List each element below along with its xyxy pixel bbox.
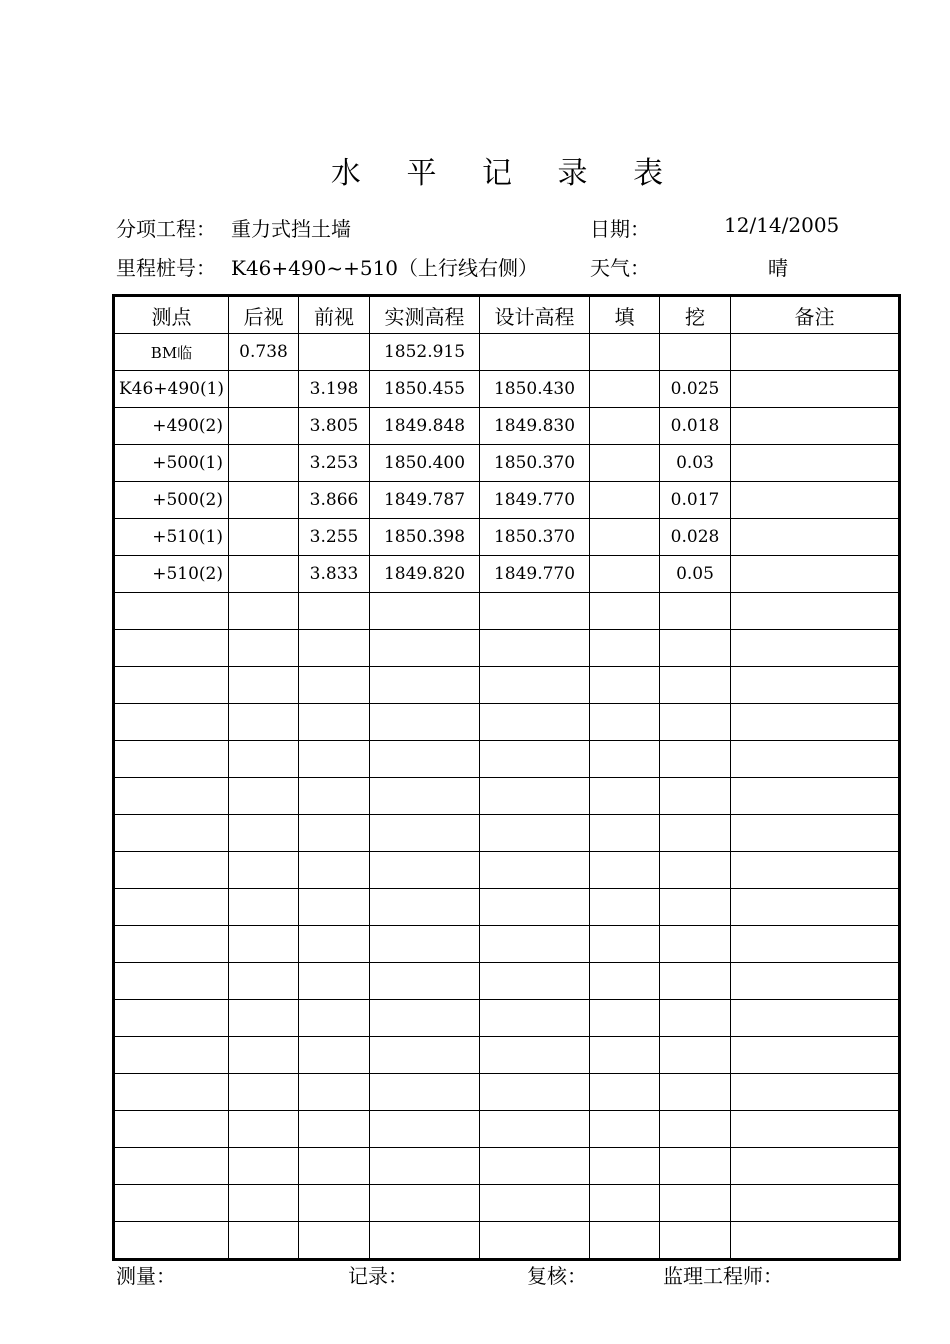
- cell-remarks: [731, 556, 900, 593]
- header-measured-elevation: 实测高程: [370, 296, 480, 334]
- cell-point: [114, 815, 229, 852]
- cell-foresight: [299, 1185, 370, 1222]
- cell-foresight: 3.833: [299, 556, 370, 593]
- cell-fill: [590, 630, 660, 667]
- cell-design-elevation: 1849.830: [480, 408, 590, 445]
- cell-design-elevation: [480, 1037, 590, 1074]
- cell-fill: [590, 445, 660, 482]
- cell-remarks: [731, 334, 900, 371]
- cell-point: [114, 889, 229, 926]
- cell-design-elevation: [480, 1222, 590, 1260]
- cell-backsight: [229, 519, 299, 556]
- cell-backsight: [229, 630, 299, 667]
- cell-cut: [660, 815, 731, 852]
- cell-backsight: 0.738: [229, 334, 299, 371]
- cell-design-elevation: [480, 1074, 590, 1111]
- cell-measured-elevation: 1852.915: [370, 334, 480, 371]
- cell-point: [114, 1111, 229, 1148]
- cell-backsight: [229, 741, 299, 778]
- cell-cut: 0.018: [660, 408, 731, 445]
- cell-remarks: [731, 1000, 900, 1037]
- cell-remarks: [731, 482, 900, 519]
- cell-remarks: [731, 593, 900, 630]
- table-row-empty: [114, 889, 900, 926]
- cell-foresight: [299, 334, 370, 371]
- table-row: [114, 408, 900, 445]
- cell-backsight: [229, 778, 299, 815]
- table-row-empty: [114, 852, 900, 889]
- cell-point: +510(2): [114, 556, 229, 593]
- cell-fill: [590, 815, 660, 852]
- cell-foresight: 3.805: [299, 408, 370, 445]
- table-row-empty: [114, 1185, 900, 1222]
- cell-measured-elevation: [370, 963, 480, 1000]
- cell-foresight: [299, 667, 370, 704]
- cell-foresight: [299, 1222, 370, 1260]
- cell-point: [114, 1222, 229, 1260]
- cell-design-elevation: [480, 852, 590, 889]
- cell-remarks: [731, 852, 900, 889]
- header-foresight: 前视: [299, 296, 370, 334]
- cell-remarks: [731, 445, 900, 482]
- table-row-empty: [114, 704, 900, 741]
- cell-fill: [590, 371, 660, 408]
- cell-foresight: 3.253: [299, 445, 370, 482]
- page-title: 水 平 记 录 表: [330, 156, 682, 191]
- cell-foresight: [299, 778, 370, 815]
- cell-backsight: [229, 1037, 299, 1074]
- cell-cut: [660, 741, 731, 778]
- cell-fill: [590, 852, 660, 889]
- cell-fill: [590, 1111, 660, 1148]
- header-design-elevation: 设计高程: [480, 296, 590, 334]
- cell-cut: [660, 593, 731, 630]
- cell-fill: [590, 334, 660, 371]
- cell-backsight: [229, 556, 299, 593]
- cell-design-elevation: [480, 1148, 590, 1185]
- cell-measured-elevation: 1849.848: [370, 408, 480, 445]
- cell-fill: [590, 926, 660, 963]
- cell-point: [114, 630, 229, 667]
- cell-foresight: [299, 1148, 370, 1185]
- table-row: [114, 519, 900, 556]
- header-cut: 挖: [660, 296, 731, 334]
- cell-remarks: [731, 1148, 900, 1185]
- cell-design-elevation: [480, 1185, 590, 1222]
- checker-label: 复核：: [527, 1264, 587, 1288]
- cell-point: [114, 852, 229, 889]
- cell-cut: [660, 926, 731, 963]
- weather-value: 晴: [768, 256, 788, 280]
- cell-design-elevation: [480, 1000, 590, 1037]
- table-row-empty: [114, 1148, 900, 1185]
- cell-fill: [590, 1074, 660, 1111]
- table-row-empty: [114, 1222, 900, 1260]
- cell-cut: [660, 667, 731, 704]
- cell-measured-elevation: [370, 1074, 480, 1111]
- cell-point: K46+490(1): [114, 371, 229, 408]
- cell-point: [114, 778, 229, 815]
- cell-point: [114, 963, 229, 1000]
- table-row-empty: [114, 963, 900, 1000]
- cell-backsight: [229, 1148, 299, 1185]
- cell-backsight: [229, 408, 299, 445]
- level-record-table: [112, 294, 901, 1261]
- cell-remarks: [731, 1037, 900, 1074]
- cell-fill: [590, 741, 660, 778]
- station-value: K46+490~+510（上行线右侧）: [231, 256, 539, 280]
- cell-cut: [660, 630, 731, 667]
- table-row: [114, 556, 900, 593]
- cell-backsight: [229, 1222, 299, 1260]
- header-backsight: 后视: [229, 296, 299, 334]
- cell-measured-elevation: 1850.400: [370, 445, 480, 482]
- cell-measured-elevation: 1849.787: [370, 482, 480, 519]
- cell-cut: 0.017: [660, 482, 731, 519]
- cell-point: [114, 667, 229, 704]
- cell-design-elevation: [480, 334, 590, 371]
- cell-measured-elevation: [370, 1185, 480, 1222]
- weather-label: 天气：: [590, 256, 650, 280]
- cell-point: [114, 1000, 229, 1037]
- cell-foresight: 3.255: [299, 519, 370, 556]
- cell-foresight: [299, 1000, 370, 1037]
- cell-cut: [660, 963, 731, 1000]
- cell-measured-elevation: [370, 1037, 480, 1074]
- cell-foresight: [299, 593, 370, 630]
- cell-point: [114, 926, 229, 963]
- cell-cut: [660, 1000, 731, 1037]
- cell-measured-elevation: [370, 1000, 480, 1037]
- cell-design-elevation: [480, 1111, 590, 1148]
- cell-backsight: [229, 593, 299, 630]
- cell-design-elevation: [480, 889, 590, 926]
- cell-cut: 0.028: [660, 519, 731, 556]
- cell-fill: [590, 519, 660, 556]
- table-row-empty: [114, 815, 900, 852]
- cell-cut: [660, 1222, 731, 1260]
- cell-remarks: [731, 1074, 900, 1111]
- cell-cut: [660, 1148, 731, 1185]
- cell-fill: [590, 1185, 660, 1222]
- table-row-empty: [114, 1074, 900, 1111]
- cell-backsight: [229, 482, 299, 519]
- station-label: 里程桩号：: [116, 256, 216, 280]
- cell-point: [114, 1148, 229, 1185]
- cell-remarks: [731, 1222, 900, 1260]
- cell-cut: 0.03: [660, 445, 731, 482]
- cell-foresight: [299, 963, 370, 1000]
- table-row-empty: [114, 593, 900, 630]
- table-row-empty: [114, 1037, 900, 1074]
- cell-cut: [660, 1037, 731, 1074]
- cell-point: +490(2): [114, 408, 229, 445]
- cell-design-elevation: [480, 815, 590, 852]
- cell-cut: [660, 1074, 731, 1111]
- cell-fill: [590, 704, 660, 741]
- cell-design-elevation: 1849.770: [480, 482, 590, 519]
- cell-foresight: [299, 1111, 370, 1148]
- cell-design-elevation: [480, 926, 590, 963]
- cell-fill: [590, 593, 660, 630]
- cell-remarks: [731, 667, 900, 704]
- cell-backsight: [229, 1000, 299, 1037]
- cell-design-elevation: 1849.770: [480, 556, 590, 593]
- cell-fill: [590, 963, 660, 1000]
- cell-remarks: [731, 741, 900, 778]
- cell-measured-elevation: [370, 741, 480, 778]
- cell-backsight: [229, 926, 299, 963]
- cell-design-elevation: [480, 778, 590, 815]
- cell-backsight: [229, 445, 299, 482]
- cell-backsight: [229, 815, 299, 852]
- recorder-label: 记录：: [348, 1264, 408, 1288]
- cell-fill: [590, 556, 660, 593]
- table-row-empty: [114, 1111, 900, 1148]
- table-row: [114, 334, 900, 371]
- cell-backsight: [229, 963, 299, 1000]
- cell-cut: [660, 704, 731, 741]
- cell-fill: [590, 1148, 660, 1185]
- cell-measured-elevation: [370, 630, 480, 667]
- cell-cut: 0.05: [660, 556, 731, 593]
- table-row-empty: [114, 667, 900, 704]
- cell-design-elevation: [480, 593, 590, 630]
- cell-remarks: [731, 963, 900, 1000]
- cell-cut: [660, 1185, 731, 1222]
- cell-design-elevation: [480, 963, 590, 1000]
- cell-fill: [590, 889, 660, 926]
- cell-cut: [660, 778, 731, 815]
- cell-measured-elevation: 1850.455: [370, 371, 480, 408]
- cell-foresight: [299, 704, 370, 741]
- table-row: [114, 371, 900, 408]
- cell-point: BM临: [114, 334, 229, 371]
- header-point: 测点: [114, 296, 229, 334]
- cell-remarks: [731, 371, 900, 408]
- date-value: 12/14/2005: [724, 213, 840, 237]
- cell-cut: [660, 889, 731, 926]
- cell-backsight: [229, 852, 299, 889]
- cell-design-elevation: [480, 630, 590, 667]
- cell-measured-elevation: [370, 1148, 480, 1185]
- cell-remarks: [731, 408, 900, 445]
- cell-fill: [590, 1222, 660, 1260]
- cell-remarks: [731, 704, 900, 741]
- cell-point: [114, 1074, 229, 1111]
- cell-measured-elevation: [370, 1111, 480, 1148]
- project-value: 重力式挡土墙: [231, 217, 351, 241]
- cell-remarks: [731, 630, 900, 667]
- cell-design-elevation: [480, 741, 590, 778]
- surveyor-label: 测量：: [116, 1264, 176, 1288]
- cell-foresight: [299, 1037, 370, 1074]
- cell-foresight: [299, 741, 370, 778]
- cell-cut: 0.025: [660, 371, 731, 408]
- cell-foresight: 3.198: [299, 371, 370, 408]
- header-fill: 填: [590, 296, 660, 334]
- table-row-empty: [114, 778, 900, 815]
- cell-design-elevation: [480, 667, 590, 704]
- table-row: [114, 482, 900, 519]
- cell-fill: [590, 778, 660, 815]
- cell-point: +500(1): [114, 445, 229, 482]
- cell-foresight: [299, 852, 370, 889]
- cell-backsight: [229, 1111, 299, 1148]
- cell-backsight: [229, 704, 299, 741]
- cell-fill: [590, 1000, 660, 1037]
- cell-backsight: [229, 371, 299, 408]
- cell-design-elevation: [480, 704, 590, 741]
- cell-measured-elevation: [370, 815, 480, 852]
- cell-fill: [590, 482, 660, 519]
- cell-measured-elevation: [370, 593, 480, 630]
- cell-measured-elevation: [370, 889, 480, 926]
- cell-fill: [590, 667, 660, 704]
- cell-measured-elevation: [370, 926, 480, 963]
- cell-backsight: [229, 1185, 299, 1222]
- cell-backsight: [229, 889, 299, 926]
- date-label: 日期：: [590, 217, 650, 241]
- cell-foresight: [299, 926, 370, 963]
- supervisor-label: 监理工程师：: [663, 1264, 783, 1288]
- cell-measured-elevation: 1849.820: [370, 556, 480, 593]
- cell-design-elevation: 1850.430: [480, 371, 590, 408]
- cell-point: +500(2): [114, 482, 229, 519]
- table-header-row: [114, 296, 900, 334]
- header-remarks: 备注: [731, 296, 900, 334]
- cell-cut: [660, 334, 731, 371]
- cell-backsight: [229, 667, 299, 704]
- table-row-empty: [114, 926, 900, 963]
- cell-point: [114, 593, 229, 630]
- cell-remarks: [731, 926, 900, 963]
- cell-remarks: [731, 1111, 900, 1148]
- cell-cut: [660, 1111, 731, 1148]
- project-label: 分项工程：: [116, 217, 216, 241]
- cell-remarks: [731, 778, 900, 815]
- cell-cut: [660, 852, 731, 889]
- cell-remarks: [731, 815, 900, 852]
- cell-measured-elevation: [370, 778, 480, 815]
- table-row-empty: [114, 630, 900, 667]
- cell-measured-elevation: [370, 667, 480, 704]
- cell-foresight: 3.866: [299, 482, 370, 519]
- cell-remarks: [731, 1185, 900, 1222]
- cell-point: [114, 1185, 229, 1222]
- cell-remarks: [731, 519, 900, 556]
- cell-foresight: [299, 1074, 370, 1111]
- cell-measured-elevation: 1850.398: [370, 519, 480, 556]
- cell-point: [114, 1037, 229, 1074]
- cell-backsight: [229, 1074, 299, 1111]
- cell-foresight: [299, 815, 370, 852]
- cell-fill: [590, 408, 660, 445]
- table-row-empty: [114, 1000, 900, 1037]
- cell-foresight: [299, 889, 370, 926]
- cell-point: +510(1): [114, 519, 229, 556]
- cell-remarks: [731, 889, 900, 926]
- cell-foresight: [299, 630, 370, 667]
- table-row-empty: [114, 741, 900, 778]
- cell-measured-elevation: [370, 1222, 480, 1260]
- cell-measured-elevation: [370, 852, 480, 889]
- table-row: [114, 445, 900, 482]
- cell-fill: [590, 1037, 660, 1074]
- cell-design-elevation: 1850.370: [480, 445, 590, 482]
- cell-measured-elevation: [370, 704, 480, 741]
- cell-design-elevation: 1850.370: [480, 519, 590, 556]
- cell-point: [114, 741, 229, 778]
- cell-point: [114, 704, 229, 741]
